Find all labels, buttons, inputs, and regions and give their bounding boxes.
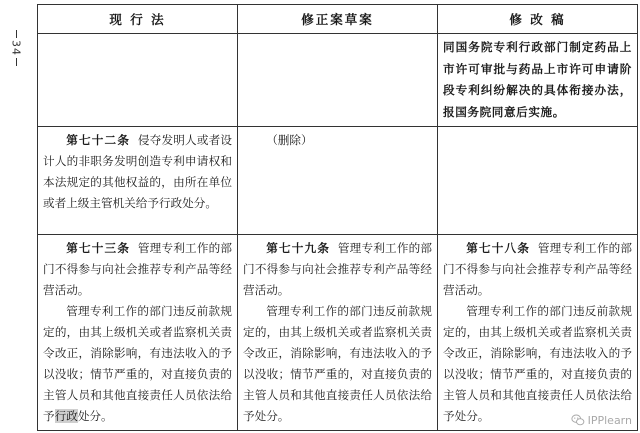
row2-draft-cell — [238, 127, 438, 235]
row3-draft-cell — [238, 235, 438, 431]
table-row — [38, 34, 638, 127]
page-number-text: 34 — [9, 40, 23, 56]
article-72-text: 侵夺发明人或者设计人的非职务发明创造专利申请权和本法规定的其他权益的，由所在单位或者上级主管机关给予行政处分。 — [43, 133, 232, 210]
article-73-heading: 第七十三条 — [66, 241, 131, 255]
row3-revised-cell — [438, 235, 638, 431]
header-draft-amendment: 修正案草案 — [238, 5, 438, 34]
article-72-heading: 第七十二条 — [66, 133, 131, 147]
highlighted-deleted-text: 行政 — [54, 409, 78, 423]
watermark-text: IPPlearn — [587, 413, 632, 427]
deleted-marker: （删除） — [266, 133, 313, 147]
article-73-para2-end: 处分。 — [77, 409, 113, 423]
table-row — [38, 235, 638, 431]
row2-revised-cell — [438, 127, 638, 235]
article-73-para1: 管理专利工作的部门不得参与向社会推荐专利产品等经营活动。 — [43, 241, 232, 297]
watermark — [571, 413, 632, 427]
article-78-heading: 第七十八条 — [466, 241, 531, 255]
table-row — [38, 127, 638, 235]
row1-current-law-cell — [38, 34, 238, 127]
row1-draft-cell — [238, 34, 438, 127]
table-header-row — [38, 5, 638, 34]
row3-current-law-cell — [38, 235, 238, 431]
article-79-para2: 管理专利工作的部门违反前款规定的，由其上级机关或者监察机关责令改正，消除影响，有违法收入的予以没收；情节严重的，对直接负责的主管人员和其他直接责任人员依法给予处分。 — [243, 304, 432, 423]
row1-revised-cell — [438, 34, 638, 127]
row1-revised-text: 同国务院专利行政部门制定药品上市许可审批与药品上市许可申请阶段专利纠纷解决的具体衔接办法，报国务院同意后实施。 — [443, 40, 632, 119]
page-number — [6, 28, 26, 68]
article-78-para1: 管理专利工作的部门不得参与向社会推荐专利产品等经营活动。 — [443, 241, 632, 297]
article-78-para2: 管理专利工作的部门违反前款规定的，由其上级机关或者监察机关责令改正，消除影响，有违法收入的予以没收；情节严重的，对直接负责的主管人员和其他直接责任人员依法给予处分。 — [443, 304, 632, 423]
row2-current-law-cell — [38, 127, 238, 235]
article-79-para1: 管理专利工作的部门不得参与向社会推荐专利产品等经营活动。 — [243, 241, 432, 297]
article-79-heading: 第七十九条 — [266, 241, 331, 255]
header-revised-draft: 修 改 稿 — [438, 5, 638, 34]
comparison-table — [37, 4, 638, 431]
header-current-law: 现 行 法 — [38, 5, 238, 34]
article-73-para2: 管理专利工作的部门违反前款规定的，由其上级机关或者监察机关责令改正，消除影响，有违法收入的予以没收；情节严重的，对直接负责的主管人员和其他直接责任人员依法给予 — [43, 304, 232, 423]
wechat-icon — [571, 413, 585, 427]
